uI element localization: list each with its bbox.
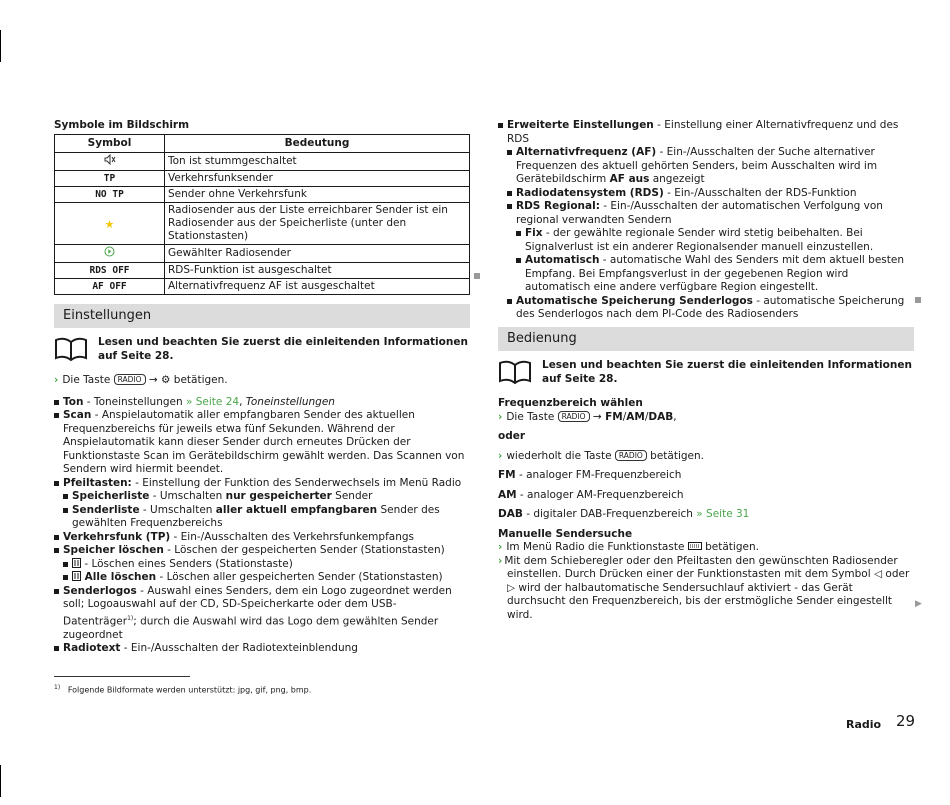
section-end-mark: [474, 273, 480, 279]
table-row: [55, 152, 470, 170]
table-row: [55, 202, 470, 244]
row-meaning: Gewählter Radiosender: [165, 244, 470, 262]
list-item: Pfeiltasten: - Einstellung der Funktion des Senderwechsels im Menü Radio: [54, 477, 470, 491]
list-item: Automatische Speicherung Senderlogos - automatische Speicherung des Senderlogos nach dem PI-Code des Radiosenders: [498, 295, 914, 322]
book-icon: [498, 359, 532, 385]
section-end-mark: [915, 297, 921, 303]
left-body: [54, 336, 470, 656]
footnote: $^{1)}$ Folgende Bildformate werden unterstützt: jpg, gif, png, bmp.: [54, 684, 312, 695]
note-text: Lesen und beachten Sie zuerst die einleitenden Informationen auf Seite 28.: [542, 359, 912, 385]
table-row: [55, 170, 470, 186]
trash-icon: [72, 558, 81, 568]
step-line: › wiederholt die Taste RADIO betätigen.: [498, 449, 704, 462]
list-item: Automatisch - automatische Wahl des Senders mit dem aktuell besten Empfang. Bei Empfangsverlust in der gegebenen Region wird automatisch eine andere verfügbare Region eingestellt.: [498, 254, 914, 295]
list-item: Alle löschen - Löschen aller gespeicherten Sender (Stationstasten): [54, 571, 470, 585]
trash-icon: [72, 571, 81, 581]
list-item: - Löschen eines Senders (Stationstaste): [54, 558, 470, 572]
subheading-manuelle-sendersuche: Manuelle Sendersuche: [498, 527, 633, 540]
radio-key: RADIO: [114, 374, 146, 385]
symbol-table: [54, 134, 470, 295]
note-box: [54, 336, 470, 368]
row-meaning: RDS-Funktion ist ausgeschaltet: [165, 262, 470, 278]
row-meaning: Ton ist stummgeschaltet: [165, 152, 470, 170]
band-fm: FM - analoger FM-Frequenzbereich: [498, 469, 682, 481]
footer-section-name: Radio: [846, 718, 882, 731]
step-arrow-icon: ›: [54, 374, 59, 386]
row-meaning: Verkehrsfunksender: [165, 170, 470, 186]
right-body: [498, 359, 914, 622]
step-line: › Die Taste RADIO → FM/AM/DAB,: [498, 410, 677, 423]
header-symbol: Symbol: [55, 134, 165, 152]
mute-icon: [55, 152, 165, 170]
left-column: [54, 119, 472, 295]
page-link[interactable]: » Seite 31: [696, 508, 750, 520]
note-text: Lesen und beachten Sie zuerst die einleitenden Informationen auf Seite 28.: [98, 336, 468, 362]
table-row: [55, 244, 470, 262]
step-line: › Die Taste RADIO → ⚙ betätigen.: [54, 374, 228, 386]
row-meaning: Sender ohne Verkehrsfunk: [165, 186, 470, 202]
table-title: Symbole im Bildschirm: [54, 119, 190, 131]
af-off-symbol: AF OFF: [55, 278, 165, 294]
book-icon: [54, 336, 88, 362]
list-item: Verkehrsfunk (TP) - Ein-/Ausschalten des Verkehrsfunkempfangs: [54, 531, 470, 545]
oder-label: oder: [498, 430, 526, 442]
table-row: [55, 262, 470, 278]
list-item: Radiodatensystem (RDS) - Ein-/Ausschalten der RDS-Funktion: [498, 187, 914, 201]
list-item: Scan - Anspielautomatik aller empfangbaren Sender des aktuellen Frequenzbereichs für jeweils etwa fünf Sekunden. Während der Anspielautomatik kann dieser Sender durch erneutes Drücken der Funktionstaste Scan im Gerätebildschirm gewählt werden. Das Scannen von Sendern wird hiermit beendet.: [54, 409, 470, 477]
list-item: Ton - Toneinstellungen » Seite 24, Toneinstellungen: [54, 396, 470, 410]
band-am: AM - analoger AM-Frequenzbereich: [498, 488, 684, 501]
section-heading-einstellungen: Einstellungen: [54, 304, 470, 328]
footnote-rule: [54, 676, 190, 677]
list-item: Alternativfrequenz (AF) - Ein-/Ausschalten der Suche alternativer Frequenzen des aktuell gehörten Senders, beim Ausschalten wird im Gerätebildschirm AF aus angezeigt: [498, 146, 914, 187]
list-item: Speicherliste - Umschalten nur gespeicherter Sender: [54, 490, 470, 504]
list-item: Fix - der gewählte regionale Sender wird stetig beibehalten. Bei Signalverlust ist ein anderer Regionalsender manuell einzustellen.: [498, 227, 914, 254]
step-arrow-icon: ›: [498, 410, 503, 423]
crop-mark-bottom: [0, 765, 1, 797]
list-item: Erweiterte Einstellungen - Einstellung einer Alternativfrequenz und des RDS: [498, 119, 914, 146]
table-row: [55, 278, 470, 294]
row-meaning: Alternativfrequenz AF ist ausgeschaltet: [165, 278, 470, 294]
note-box: [498, 359, 914, 391]
row-meaning: Radiosender aus der Liste erreichbarer Sender ist ein Radiosender aus der Speicherliste (unter den Stationstasten): [165, 202, 470, 244]
crop-mark-top: [0, 30, 1, 62]
star-icon: ★: [55, 202, 165, 244]
radio-key: RADIO: [558, 411, 590, 422]
continue-arrow-icon: ▶: [915, 599, 922, 609]
right-column: [498, 119, 914, 322]
keyboard-icon: [688, 542, 702, 550]
step-arrow-icon: ›: [498, 449, 503, 462]
band-dab: DAB - digitaler DAB-Frequenzbereich » Seite 31: [498, 508, 750, 520]
list-item: RDS Regional: - Ein-/Ausschalten der automatischen Verfolgung von regional verwandten Sendern: [498, 200, 914, 227]
no-tp-symbol: NO TP: [55, 186, 165, 202]
table-header-row: [55, 134, 470, 152]
list-item: Speicher löschen - Löschen der gespeicherten Sender (Stationstasten): [54, 544, 470, 558]
rds-off-symbol: RDS OFF: [55, 262, 165, 278]
page-number: 29: [896, 712, 916, 730]
radio-key: RADIO: [615, 450, 647, 461]
list-item: Radiotext - Ein-/Ausschalten der Radiotexteinblendung: [54, 642, 470, 656]
play-circle-icon: [55, 244, 165, 262]
step-arrow-icon: ›: [498, 541, 503, 553]
step-arrow-icon: ›: [498, 554, 503, 567]
subheading-frequenzbereich: Frequenzbereich wählen: [498, 397, 643, 409]
section-heading-bedienung: Bedienung: [498, 327, 914, 351]
list-item: Senderlogos - Auswahl eines Senders, dem ein Logo zugeordnet werden soll; Logoauswahl auf der CD, SD-Speicherkarte oder dem USB-Datenträger$^{1)}$; durch die Auswahl wird das Logo dem gewählten Sender zugeordnet: [54, 585, 470, 643]
step-line: › Im Menü Radio die Funktionstaste betätigen.: [498, 541, 759, 553]
header-meaning: Bedeutung: [165, 134, 470, 152]
table-row: [55, 186, 470, 202]
tp-symbol: TP: [55, 170, 165, 186]
step-line: › Mit dem Schieberegler oder den Pfeiltasten den gewünschten Radiosender einstellen. Durch Drücken einer der Funktionstasten mit dem Symbol ◁ oder ▷ wird der halbautomatische Sendersuchlauf aktiviert - das Gerät durchsucht den Frequenzbereich, bis der erstmögliche Sender eingestellt wird.: [498, 554, 910, 621]
page-link[interactable]: » Seite 24: [185, 395, 240, 408]
list-item: Senderliste - Umschalten aller aktuell empfangbaren Sender des gewählten Frequenzbereichs: [54, 504, 470, 531]
